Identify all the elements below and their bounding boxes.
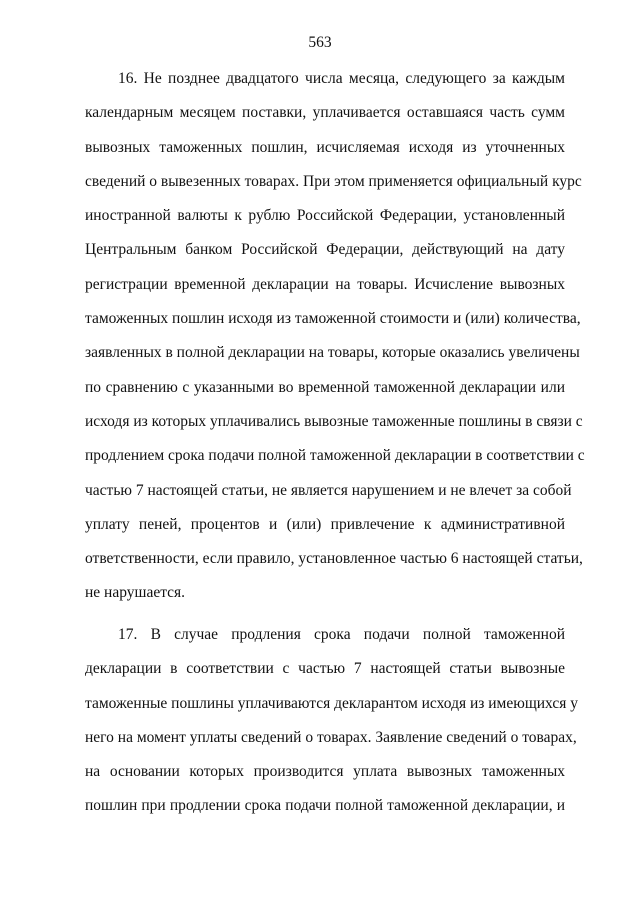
paragraph-17 (85, 618, 578, 824)
text-line: заявленных в полной декларации на товары, которые оказались увеличены (85, 344, 580, 362)
page-number: 563 (308, 34, 332, 51)
text-line: исходя из которых уплачивались вывозные таможенные пошлины в связи с (85, 412, 583, 430)
paragraph-16 (85, 62, 585, 611)
text-line: частью 7 настоящей статьи, не является нарушением и не влечет за собой (85, 481, 572, 499)
text-line: не нарушается. (85, 584, 186, 602)
text-line: ответственности, если правило, установленное частью 6 настоящей статьи, (85, 550, 583, 568)
text-line: пошлин при продлении срока подачи полной таможенной декларации, и (85, 797, 565, 815)
text-line: декларации в соответствии с частью 7 настоящей статьи вывозные (85, 660, 565, 678)
text-line: 16. Не позднее двадцатого числа месяца, следующего за каждым (118, 70, 565, 87)
text-line: таможенных пошлин исходя из таможенной стоимости и (или) количества, (85, 310, 581, 328)
text-line: иностранной валюты к рублю Российской Федерации, установленный (85, 207, 565, 225)
text-line: продлением срока подачи полной таможенной декларации в соответствии с (85, 447, 585, 465)
text-line: таможенные пошлины уплачиваются декларантом исходя из имеющихся у (85, 694, 578, 712)
text-line: 17. В случае продления срока подачи полной таможенной (118, 626, 565, 643)
text-line: на основании которых производится уплата вывозных таможенных (85, 763, 565, 781)
text-line: регистрации временной декларации на товары. Исчисление вывозных (85, 275, 565, 293)
text-line: него на момент уплаты сведений о товарах. Заявление сведений о товарах, (85, 728, 577, 746)
text-line: календарным месяцем поставки, уплачивается оставшаяся часть сумм (85, 104, 565, 122)
text-line: по сравнению с указанными во временной таможенной декларации или (85, 378, 565, 396)
text-line: Центральным банком Российской Федерации, действующий на дату (85, 241, 565, 259)
text-line: вывозных таможенных пошлин, исчисляемая исходя из уточненных (85, 138, 565, 156)
text-line: уплату пеней, процентов и (или) привлечение к административной (85, 515, 565, 533)
text-line: сведений о вывезенных товарах. При этом применяется официальный курс (85, 172, 582, 190)
